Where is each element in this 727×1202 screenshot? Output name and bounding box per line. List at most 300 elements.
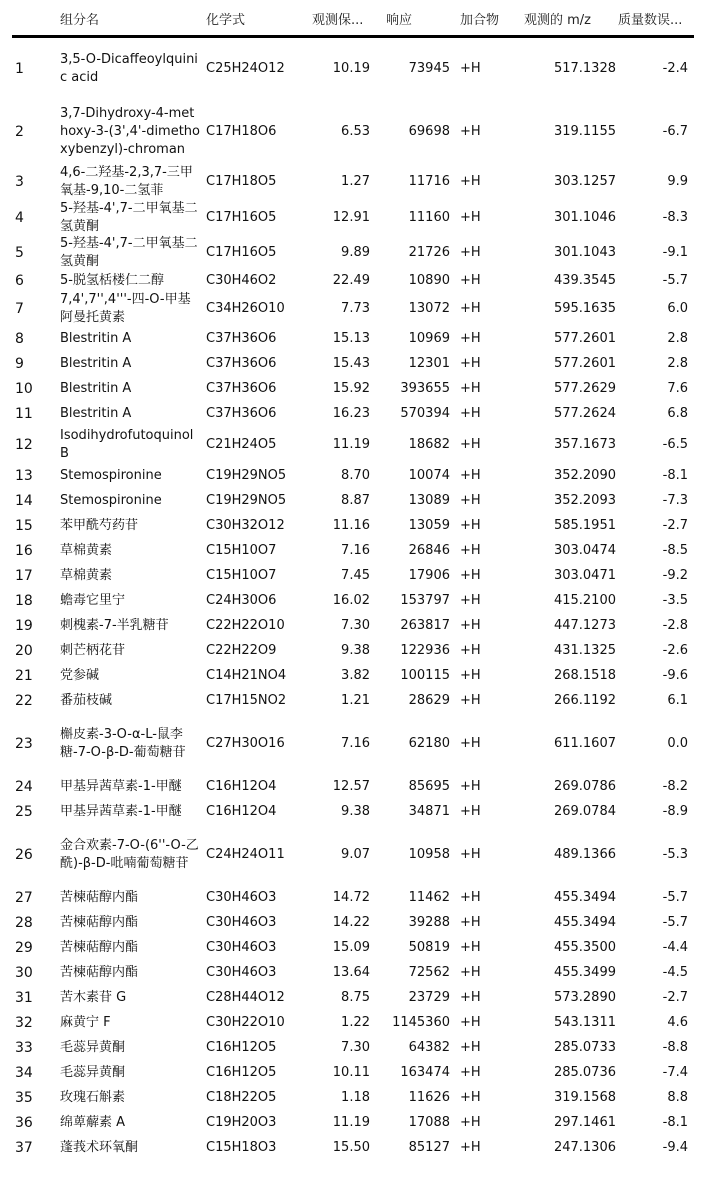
adduct-cell: +H <box>460 778 481 794</box>
retention-time-cell: 22.49 <box>332 272 370 288</box>
table-row[interactable] <box>12 910 694 935</box>
retention-time-cell: 12.57 <box>332 778 370 794</box>
retention-time-cell: 7.30 <box>341 1039 370 1055</box>
compound-name-cell: 党参碱 <box>60 667 100 683</box>
column-header-formula[interactable]: 化学式 <box>206 13 246 28</box>
retention-time-cell: 11.19 <box>332 1114 370 1130</box>
retention-time-cell: 1.27 <box>341 173 370 189</box>
observed-mz-cell: 415.2100 <box>553 592 616 608</box>
adduct-cell: +H <box>460 436 481 452</box>
table-row[interactable] <box>12 1135 694 1160</box>
observed-mz-cell: 439.3545 <box>553 272 616 288</box>
adduct-cell: +H <box>460 355 481 371</box>
formula-cell: C22H22O9 <box>206 642 277 658</box>
column-header-retention-time[interactable]: 观测保... <box>312 13 364 28</box>
compound-name-cell: 5-羟基-4',7-二甲氧基二氢黄酮 <box>60 200 198 234</box>
row-index-cell: 25 <box>15 803 33 820</box>
response-cell: 11716 <box>408 173 450 189</box>
table-row[interactable] <box>12 351 694 376</box>
compound-name-cell: 刺芒柄花苷 <box>60 642 126 658</box>
mass-error-cell: -6.5 <box>662 436 688 452</box>
retention-time-cell: 7.16 <box>341 735 370 751</box>
response-cell: 10074 <box>408 467 450 483</box>
compound-name-cell: Blestritin A <box>60 405 132 421</box>
formula-cell: C27H30O16 <box>206 735 285 751</box>
retention-time-cell: 8.70 <box>341 467 370 483</box>
row-index-cell: 1 <box>15 61 24 77</box>
table-row[interactable] <box>12 588 694 613</box>
compound-name-cell: Blestritin A <box>60 330 132 346</box>
response-cell: 28629 <box>408 692 450 708</box>
compound-name-cell: 3,7-Dihydroxy-4-methoxy-3-(3',4'-dimethoxybenzyl)-chroman <box>60 105 201 157</box>
table-row[interactable] <box>12 885 694 910</box>
table-row[interactable] <box>12 688 694 713</box>
formula-cell: C24H24O11 <box>206 846 285 862</box>
table-row[interactable] <box>12 774 694 799</box>
observed-mz-cell: 431.1325 <box>553 642 616 658</box>
mass-error-cell: -2.8 <box>662 617 688 633</box>
mass-error-cell: -8.9 <box>662 803 688 819</box>
mass-error-cell: 0.0 <box>667 735 688 751</box>
column-header-response[interactable]: 响应 <box>386 13 413 28</box>
observed-mz-cell: 543.1311 <box>553 1014 616 1030</box>
formula-cell: C30H46O3 <box>206 889 277 905</box>
response-cell: 23729 <box>408 989 450 1005</box>
response-cell: 26846 <box>408 542 450 558</box>
column-header-mass-error[interactable]: 质量数误... <box>618 13 683 28</box>
row-index-cell: 5 <box>15 244 24 261</box>
adduct-cell: +H <box>460 1089 481 1105</box>
table-row[interactable] <box>12 270 694 291</box>
observed-mz-cell: 585.1951 <box>553 517 616 533</box>
response-cell: 72562 <box>408 964 450 980</box>
row-index-cell: 34 <box>15 1064 33 1081</box>
observed-mz-cell: 303.0474 <box>553 542 616 558</box>
compound-name-cell: 玫瑰石斛素 <box>60 1089 126 1105</box>
row-index-cell: 21 <box>15 667 33 684</box>
observed-mz-cell: 269.0784 <box>553 803 616 819</box>
adduct-cell: +H <box>460 330 481 346</box>
formula-cell: C17H15NO2 <box>206 692 287 708</box>
formula-cell: C30H46O3 <box>206 914 277 930</box>
row-index-cell: 29 <box>15 939 33 956</box>
table-row[interactable] <box>12 563 694 588</box>
table-row[interactable] <box>12 488 694 513</box>
formula-cell: C30H46O3 <box>206 939 277 955</box>
row-index-cell: 33 <box>15 1039 33 1056</box>
response-cell: 10969 <box>408 330 450 346</box>
table-row[interactable] <box>12 463 694 488</box>
row-index-cell: 30 <box>15 964 33 981</box>
formula-cell: C30H46O2 <box>206 272 277 288</box>
table-row[interactable] <box>12 663 694 688</box>
row-index-cell: 35 <box>15 1089 33 1106</box>
response-cell: 153797 <box>400 592 450 608</box>
formula-cell: C22H22O10 <box>206 617 285 633</box>
mass-error-cell: 4.6 <box>667 1014 688 1030</box>
adduct-cell: +H <box>460 380 481 396</box>
table-row[interactable] <box>12 824 694 885</box>
observed-mz-cell: 455.3494 <box>553 914 616 930</box>
mass-error-cell: 9.9 <box>667 173 688 189</box>
adduct-cell: +H <box>460 989 481 1005</box>
mass-error-cell: -8.1 <box>662 1114 688 1130</box>
mass-error-cell: -2.4 <box>662 61 688 76</box>
compound-name-cell: 蓬莪术环氧酮 <box>60 1139 139 1155</box>
row-index-cell: 15 <box>15 517 33 534</box>
compound-name-cell: 番茄枝碱 <box>60 692 113 708</box>
table-row[interactable] <box>12 401 694 426</box>
retention-time-cell: 8.75 <box>341 989 370 1005</box>
response-cell: 393655 <box>400 380 450 396</box>
mass-error-cell: 8.8 <box>667 1089 688 1105</box>
adduct-cell: +H <box>460 1039 481 1055</box>
observed-mz-cell: 455.3494 <box>553 889 616 905</box>
row-index-cell: 19 <box>15 617 33 634</box>
row-index-cell: 9 <box>15 355 24 372</box>
table-row[interactable] <box>12 291 694 326</box>
retention-time-cell: 14.22 <box>332 914 370 930</box>
mass-error-cell: -8.8 <box>662 1039 688 1055</box>
formula-cell: C16H12O5 <box>206 1064 277 1080</box>
table-row[interactable] <box>12 935 694 960</box>
row-index-cell: 26 <box>15 846 33 863</box>
column-header-mz[interactable]: 观测的 m/z <box>524 13 591 28</box>
table-row[interactable] <box>12 200 694 235</box>
mass-error-cell: -7.4 <box>662 1064 688 1080</box>
compound-name-cell: 刺槐素-7-半乳糖苷 <box>60 617 169 633</box>
adduct-cell: +H <box>460 61 481 76</box>
retention-time-cell: 3.82 <box>341 667 370 683</box>
adduct-cell: +H <box>460 517 481 533</box>
mass-error-cell: 2.8 <box>667 330 688 346</box>
adduct-cell: +H <box>460 405 481 421</box>
response-cell: 39288 <box>408 914 450 930</box>
response-cell: 10958 <box>408 846 450 862</box>
formula-cell: C21H24O5 <box>206 436 277 452</box>
formula-cell: C19H29NO5 <box>206 467 287 483</box>
retention-time-cell: 16.02 <box>332 592 370 608</box>
mass-error-cell: 6.1 <box>667 692 688 708</box>
response-cell: 85695 <box>408 778 450 794</box>
retention-time-cell: 11.19 <box>332 436 370 452</box>
row-index-cell: 3 <box>15 173 24 190</box>
formula-cell: C30H46O3 <box>206 964 277 980</box>
retention-time-cell: 7.45 <box>341 567 370 583</box>
mass-error-cell: -5.7 <box>662 914 688 930</box>
adduct-cell: +H <box>460 592 481 608</box>
response-cell: 570394 <box>400 405 450 421</box>
response-cell: 17088 <box>408 1114 450 1130</box>
observed-mz-cell: 303.0471 <box>553 567 616 583</box>
adduct-cell: +H <box>460 244 481 260</box>
adduct-cell: +H <box>460 1139 481 1155</box>
retention-time-cell: 15.50 <box>332 1139 370 1155</box>
formula-cell: C17H18O6 <box>206 123 277 139</box>
adduct-cell: +H <box>460 209 481 225</box>
adduct-cell: +H <box>460 272 481 288</box>
response-cell: 163474 <box>400 1064 450 1080</box>
retention-time-cell: 8.87 <box>341 492 370 508</box>
row-index-cell: 17 <box>15 567 33 584</box>
observed-mz-cell: 455.3499 <box>553 964 616 980</box>
formula-cell: C14H21NO4 <box>206 667 287 683</box>
column-header-adduct[interactable]: 加合物 <box>460 13 500 28</box>
row-index-cell: 32 <box>15 1014 33 1031</box>
compound-name-cell: 3,5-O-Dicaffeoylquinic acid <box>60 52 198 85</box>
formula-cell: C34H26O10 <box>206 300 285 316</box>
mass-error-cell: -8.5 <box>662 542 688 558</box>
response-cell: 11462 <box>408 889 450 905</box>
adduct-cell: +H <box>460 846 481 862</box>
compound-name-cell: 苦楝萜醇内酯 <box>60 939 139 955</box>
table-row[interactable] <box>12 985 694 1010</box>
adduct-cell: +H <box>460 542 481 558</box>
mass-error-cell: 2.8 <box>667 355 688 371</box>
mass-error-cell: -9.1 <box>662 244 688 260</box>
compound-name-cell: 5-脱氢栝楼仁二醇 <box>60 272 164 288</box>
compound-name-cell: 苦楝萜醇内酯 <box>60 889 139 905</box>
compound-name-cell: 金合欢素-7-O-(6''-O-乙酰)-β-D-吡喃葡萄糖苷 <box>60 837 199 871</box>
response-cell: 11626 <box>408 1089 450 1105</box>
mass-error-cell: 6.0 <box>667 300 688 316</box>
response-cell: 100115 <box>400 667 450 683</box>
compound-name-cell: Stemospironine <box>60 492 162 508</box>
response-cell: 21726 <box>408 244 450 260</box>
mass-error-cell: -4.4 <box>662 939 688 955</box>
observed-mz-cell: 517.1328 <box>553 61 616 76</box>
table-row[interactable] <box>12 426 694 463</box>
table-row[interactable] <box>12 513 694 538</box>
formula-cell: C19H29NO5 <box>206 492 287 508</box>
formula-cell: C30H22O10 <box>206 1014 285 1030</box>
row-index-cell: 12 <box>15 436 33 453</box>
compound-name-cell: 绵萆薢素 A <box>60 1114 126 1130</box>
observed-mz-cell: 595.1635 <box>553 300 616 316</box>
row-index-cell: 31 <box>15 989 33 1006</box>
mass-error-cell: 7.6 <box>667 380 688 396</box>
table-row[interactable] <box>12 235 694 270</box>
adduct-cell: +H <box>460 667 481 683</box>
table-row[interactable] <box>12 613 694 638</box>
row-index-cell: 11 <box>15 405 33 422</box>
retention-time-cell: 16.23 <box>332 405 370 421</box>
row-index-cell: 20 <box>15 642 33 659</box>
formula-cell: C17H16O5 <box>206 209 277 225</box>
compound-name-cell: 苦楝萜醇内酯 <box>60 914 139 930</box>
compound-name-cell: 草棉黄素 <box>60 567 113 583</box>
retention-time-cell: 1.21 <box>341 692 370 708</box>
row-index-cell: 6 <box>15 272 24 289</box>
observed-mz-cell: 285.0733 <box>553 1039 616 1055</box>
response-cell: 73945 <box>408 61 450 76</box>
compound-name-cell: Stemospironine <box>60 467 162 483</box>
observed-mz-cell: 455.3500 <box>553 939 616 955</box>
response-cell: 50819 <box>408 939 450 955</box>
response-cell: 263817 <box>400 617 450 633</box>
table-row[interactable] <box>12 1110 694 1135</box>
adduct-cell: +H <box>460 1114 481 1130</box>
response-cell: 69698 <box>408 123 450 139</box>
row-index-cell: 28 <box>15 914 33 931</box>
adduct-cell: +H <box>460 939 481 955</box>
formula-cell: C24H30O6 <box>206 592 277 608</box>
adduct-cell: +H <box>460 735 481 751</box>
row-index-cell: 37 <box>15 1139 33 1156</box>
mass-error-cell: -5.7 <box>662 272 688 288</box>
retention-time-cell: 7.30 <box>341 617 370 633</box>
observed-mz-cell: 319.1155 <box>553 123 616 139</box>
retention-time-cell: 11.16 <box>332 517 370 533</box>
mass-error-cell: 6.8 <box>667 405 688 421</box>
retention-time-cell: 7.73 <box>341 300 370 316</box>
compound-name-cell: 毛蕊异黄酮 <box>60 1064 126 1080</box>
retention-time-cell: 6.53 <box>341 123 370 139</box>
mass-error-cell: -8.2 <box>662 778 688 794</box>
compound-name-cell: 7,4',7'',4'''-四-O-甲基阿曼托黄素 <box>60 291 191 325</box>
mass-error-cell: -5.3 <box>662 846 688 862</box>
observed-mz-cell: 319.1568 <box>553 1089 616 1105</box>
compound-name-cell: 蟾毒它里宁 <box>60 592 126 608</box>
response-cell: 62180 <box>408 735 450 751</box>
mass-error-cell: -6.7 <box>662 123 688 139</box>
row-index-cell: 14 <box>15 492 33 509</box>
observed-mz-cell: 269.0786 <box>553 778 616 794</box>
response-cell: 13072 <box>408 300 450 316</box>
retention-time-cell: 9.07 <box>341 846 370 862</box>
mass-error-cell: -2.6 <box>662 642 688 658</box>
retention-time-cell: 15.13 <box>332 330 370 346</box>
row-index-cell: 13 <box>15 467 33 484</box>
compound-name-cell: 5-羟基-4',7-二甲氧基二氢黄酮 <box>60 235 198 269</box>
table-row[interactable] <box>12 38 694 100</box>
observed-mz-cell: 352.2090 <box>553 467 616 483</box>
column-header-name[interactable]: 组分名 <box>60 13 100 28</box>
adduct-cell: +H <box>460 642 481 658</box>
formula-cell: C25H24O12 <box>206 61 285 76</box>
mass-error-cell: -8.1 <box>662 467 688 483</box>
response-cell: 64382 <box>408 1039 450 1055</box>
row-index-cell: 4 <box>15 209 24 226</box>
table-row[interactable] <box>12 960 694 985</box>
retention-time-cell: 1.22 <box>341 1014 370 1030</box>
observed-mz-cell: 447.1273 <box>553 617 616 633</box>
mass-error-cell: -9.4 <box>662 1139 688 1155</box>
formula-cell: C37H36O6 <box>206 330 277 346</box>
retention-time-cell: 9.38 <box>341 803 370 819</box>
table-row[interactable] <box>12 638 694 663</box>
table-row[interactable] <box>12 100 694 163</box>
observed-mz-cell: 266.1192 <box>553 692 616 708</box>
compound-name-cell: 甲基异茜草素-1-甲醚 <box>60 803 182 819</box>
mass-error-cell: -9.2 <box>662 567 688 583</box>
formula-cell: C15H10O7 <box>206 542 277 558</box>
observed-mz-cell: 577.2601 <box>553 355 616 371</box>
mass-error-cell: -3.5 <box>662 592 688 608</box>
retention-time-cell: 13.64 <box>332 964 370 980</box>
retention-time-cell: 9.89 <box>341 244 370 260</box>
observed-mz-cell: 303.1257 <box>553 173 616 189</box>
row-index-cell: 8 <box>15 330 24 347</box>
retention-time-cell: 12.91 <box>332 209 370 225</box>
table-row[interactable] <box>12 1010 694 1035</box>
response-cell: 34871 <box>408 803 450 819</box>
table-row[interactable] <box>12 713 694 774</box>
compound-name-cell: 槲皮素-3-O-α-L-鼠李糖-7-O-β-D-葡萄糖苷 <box>60 726 186 760</box>
mass-error-cell: -4.5 <box>662 964 688 980</box>
formula-cell: C17H16O5 <box>206 244 277 260</box>
formula-cell: C15H18O3 <box>206 1139 277 1155</box>
compound-name-cell: Isodihydrofutoquinol B <box>60 427 194 461</box>
retention-time-cell: 1.18 <box>341 1089 370 1105</box>
table-row[interactable] <box>12 1085 694 1110</box>
row-index-cell: 24 <box>15 778 33 795</box>
table-row[interactable] <box>12 1060 694 1085</box>
response-cell: 17906 <box>408 567 450 583</box>
observed-mz-cell: 352.2093 <box>553 492 616 508</box>
formula-cell: C16H12O4 <box>206 803 277 819</box>
formula-cell: C37H36O6 <box>206 380 277 396</box>
adduct-cell: +H <box>460 617 481 633</box>
response-cell: 18682 <box>408 436 450 452</box>
response-cell: 1145360 <box>392 1014 450 1030</box>
adduct-cell: +H <box>460 123 481 139</box>
table-row[interactable] <box>12 376 694 401</box>
retention-time-cell: 15.09 <box>332 939 370 955</box>
observed-mz-cell: 285.0736 <box>553 1064 616 1080</box>
adduct-cell: +H <box>460 964 481 980</box>
formula-cell: C16H12O4 <box>206 778 277 794</box>
observed-mz-cell: 611.1607 <box>553 735 616 751</box>
table-row[interactable] <box>12 799 694 824</box>
adduct-cell: +H <box>460 173 481 189</box>
table-row[interactable] <box>12 538 694 563</box>
adduct-cell: +H <box>460 492 481 508</box>
adduct-cell: +H <box>460 914 481 930</box>
compound-name-cell: 苯甲酰芍药苷 <box>60 517 139 533</box>
retention-time-cell: 14.72 <box>332 889 370 905</box>
adduct-cell: +H <box>460 1064 481 1080</box>
retention-time-cell: 10.19 <box>332 61 370 76</box>
retention-time-cell: 15.43 <box>332 355 370 371</box>
observed-mz-cell: 489.1366 <box>553 846 616 862</box>
compound-name-cell: Blestritin A <box>60 380 132 396</box>
row-index-cell: 18 <box>15 592 33 609</box>
observed-mz-cell: 357.1673 <box>553 436 616 452</box>
table-row[interactable] <box>12 1035 694 1060</box>
row-index-cell: 10 <box>15 380 33 397</box>
row-index-cell: 2 <box>15 123 24 140</box>
response-cell: 13089 <box>408 492 450 508</box>
retention-time-cell: 15.92 <box>332 380 370 396</box>
row-index-cell: 36 <box>15 1114 33 1131</box>
compound-name-cell: 草棉黄素 <box>60 542 113 558</box>
observed-mz-cell: 573.2890 <box>553 989 616 1005</box>
observed-mz-cell: 247.1306 <box>553 1139 616 1155</box>
formula-cell: C28H44O12 <box>206 989 285 1005</box>
table-row[interactable] <box>12 163 694 200</box>
table-row[interactable] <box>12 326 694 351</box>
compound-name-cell: 4,6-二羟基-2,3,7-三甲氧基-9,10-二氢菲 <box>60 164 193 198</box>
retention-time-cell: 10.11 <box>332 1064 370 1080</box>
adduct-cell: +H <box>460 300 481 316</box>
observed-mz-cell: 297.1461 <box>553 1114 616 1130</box>
observed-mz-cell: 577.2629 <box>553 380 616 396</box>
formula-cell: C16H12O5 <box>206 1039 277 1055</box>
mass-error-cell: -2.7 <box>662 989 688 1005</box>
mass-error-cell: -7.3 <box>662 492 688 508</box>
response-cell: 10890 <box>408 272 450 288</box>
